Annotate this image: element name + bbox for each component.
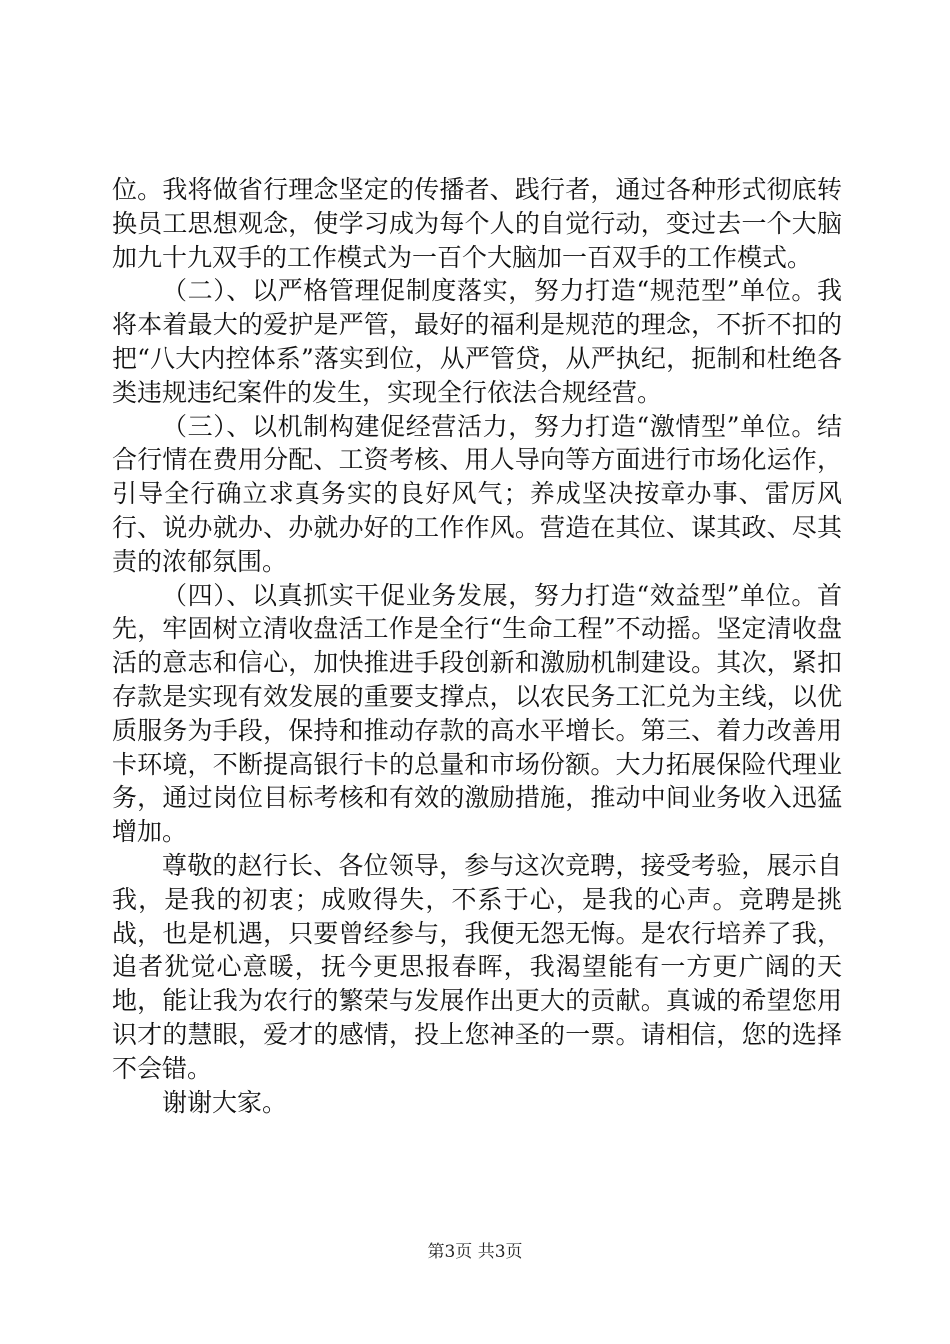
paragraph-section-4: （四）、以真抓实干促业务发展，努力打造“效益型”单位。首先，牢固树立清收盘活工作是全行“生命工程”不动摇。坚定清收盘活的意志和信心，加快推进手段创新和激励机制建设。其次，紧扣存款是实现有效发展的重要支撑点，以农民务工汇兑为主线，以优质服务为手段，保持和推动存款的高水平增长。第三、着力改善用卡环境，不断提高银行卡的总量和市场份额。大力拓展保险代理业务，通过岗位目标考核和有效的激励措施，推动中间业务收入迅猛增加。	[112, 580, 842, 847]
paragraph-thanks: 谢谢大家。	[162, 1087, 288, 1117]
paragraph-closing: 尊敬的赵行长、各位领导，参与这次竞聘，接受考验，展示自我，是我的初衷；成败得失，不系于心，是我的心声。竞聘是挑战，也是机遇，只要曾经参与，我便无怨无悔。是农行培养了我，追者犹觉心意暖，抚今更思报春晖，我渴望能有一方更广阔的天地，能让我为农行的繁荣与发展作出更大的贡献。真诚的希望您用识才的慧眼，爱才的感情，投上您神圣的一票。请相信，您的选择不会错。	[112, 850, 842, 1083]
page-footer: 第3页 共3页	[427, 1242, 523, 1262]
document-body	[112, 173, 842, 1119]
paragraph-section-2: （二）、以严格管理促制度落实，努力打造“规范型”单位。我将本着最大的爱护是严管，最好的福利是规范的理念，不折不扣的把“八大内控体系”落实到位，从严管贷，从严执纪，扼制和杜绝各类违规违纪案件的发生，实现全行依法合规经营。	[112, 276, 842, 407]
paragraph-continuation: 位。我将做省行理念坚定的传播者、践行者，通过各种形式彻底转换员工思想观念，使学习成为每个人的自觉行动，变过去一个大脑加九十九双手的工作模式为一百个大脑加一百双手的工作模式。	[112, 175, 842, 272]
paragraph-section-3: （三）、以机制构建促经营活力，努力打造“激情型”单位。结合行情在费用分配、工资考核、用人导向等方面进行市场化运作，引导全行确立求真务实的良好风气；养成坚决按章办事、雷厉风行、说办就办、办就办好的工作作风。营造在其位、谋其政、尽其责的浓郁氛围。	[112, 411, 842, 576]
